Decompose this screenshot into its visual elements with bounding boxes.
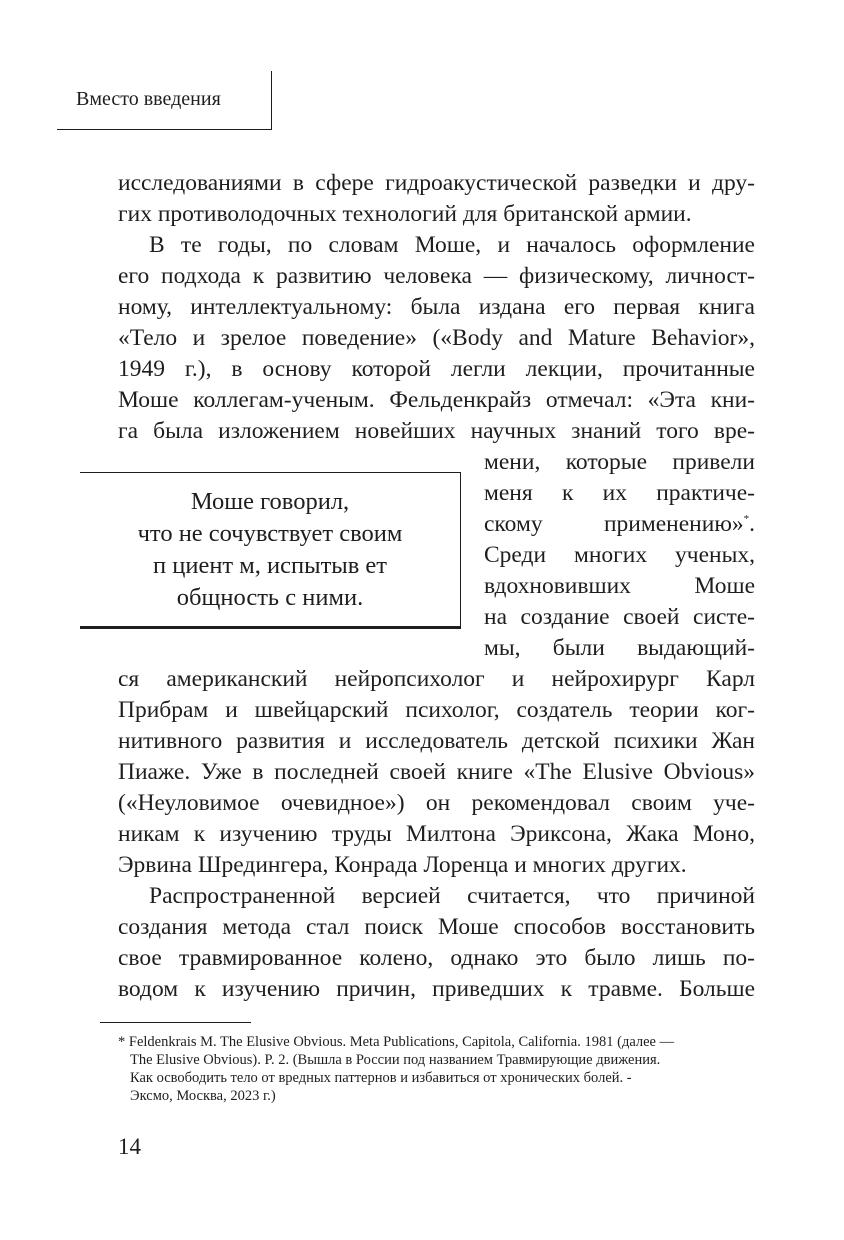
body-line: «Тело и зрелое поведение» («Body and Mature Behavior», <box>118 325 755 351</box>
body-line: исследованиями в сфере гидроакустической разведки и дру- <box>118 170 755 196</box>
body-line: Моше коллегам-ученым. Фельденкрайз отмечал: «Эта кни- <box>118 387 755 413</box>
wrap-line: скому применению»*. <box>484 511 755 537</box>
wrap-line-text: скому применению» <box>484 511 744 537</box>
footnote-reference[interactable]: * <box>743 513 750 526</box>
wrap-line: вдохновивших Моше <box>484 573 755 599</box>
body-line: Эрвина Шредингера, Конрада Лоренца и многих других. <box>118 852 687 878</box>
body-line: свое травмированное колено, однако это было лишь по- <box>118 945 755 971</box>
body-line: ному, интеллектуальному: была издана его первая книга <box>118 294 755 320</box>
footnote-line: Эксмо, Москва, 2023 г.) <box>130 1088 276 1104</box>
body-line: гих противолодочных технологий для британской армии. <box>118 201 692 227</box>
wrap-line: Среди многих ученых, <box>484 542 755 568</box>
body-line: создания метода стал поиск Моше способов восстановить <box>118 914 755 940</box>
footnote-line: Как освободить тело от вредных паттернов и избавиться от хронических болей. - <box>130 1070 632 1086</box>
wrap-line: на создание своей систе- <box>484 604 755 630</box>
footnote-line: * Feldenkrais M. The Elusive Obvious. Meta Publications, Capitola, California. 1981 (далее — <box>118 1034 675 1050</box>
body-line: («Неуловимое очевидное») он рекомендовал своим уче- <box>118 790 755 816</box>
wrap-line: мени, которые привели <box>484 449 755 475</box>
pull-quote-line: п циент м, испытыв ет <box>152 552 388 579</box>
wrap-line: меня к их практиче- <box>484 480 755 506</box>
body-line: Прибрам и швейцарский психолог, создатель теории ког- <box>118 697 755 723</box>
body-line: водом к изучению причин, приведших к травме. Больше <box>118 976 755 1002</box>
body-line: никам к изучению труды Милтона Эриксона, Жака Моно, <box>118 821 755 847</box>
body-line: 1949 г.), в основу которой легли лекции, прочитанные <box>118 356 755 382</box>
wrap-line: мы, были выдающий- <box>484 635 755 661</box>
footnote-divider <box>100 1022 251 1023</box>
body-line: его подхода к развитию человека — физическому, личност- <box>118 263 755 289</box>
body-line: В те годы, по словам Моше, и началось оформление <box>149 232 755 258</box>
pull-quote-line: что не сочувствует своим <box>137 520 403 547</box>
body-line: Распространенной версией считается, что причиной <box>149 883 755 909</box>
pull-quote-line: Моше говорил, <box>190 488 350 515</box>
body-line: га была изложением новейших научных знаний того вре- <box>118 418 755 444</box>
footnote-line: The Elusive Obvious). P. 2. (Вышла в России под названием Травмирующие движения. <box>130 1052 661 1068</box>
pull-quote-line: общность с ними. <box>176 584 364 611</box>
body-line: нитивного развития и исследователь детской психики Жан <box>118 728 755 754</box>
page-number: 14 <box>118 1134 141 1159</box>
running-header-title: Вместо введения <box>76 88 221 110</box>
pull-quote <box>80 472 461 629</box>
body-line: Пиаже. Уже в последней своей книге «The Elusive Obvious» <box>118 759 755 785</box>
body-line: ся американский нейропсихолог и нейрохирург Карл <box>118 666 755 692</box>
